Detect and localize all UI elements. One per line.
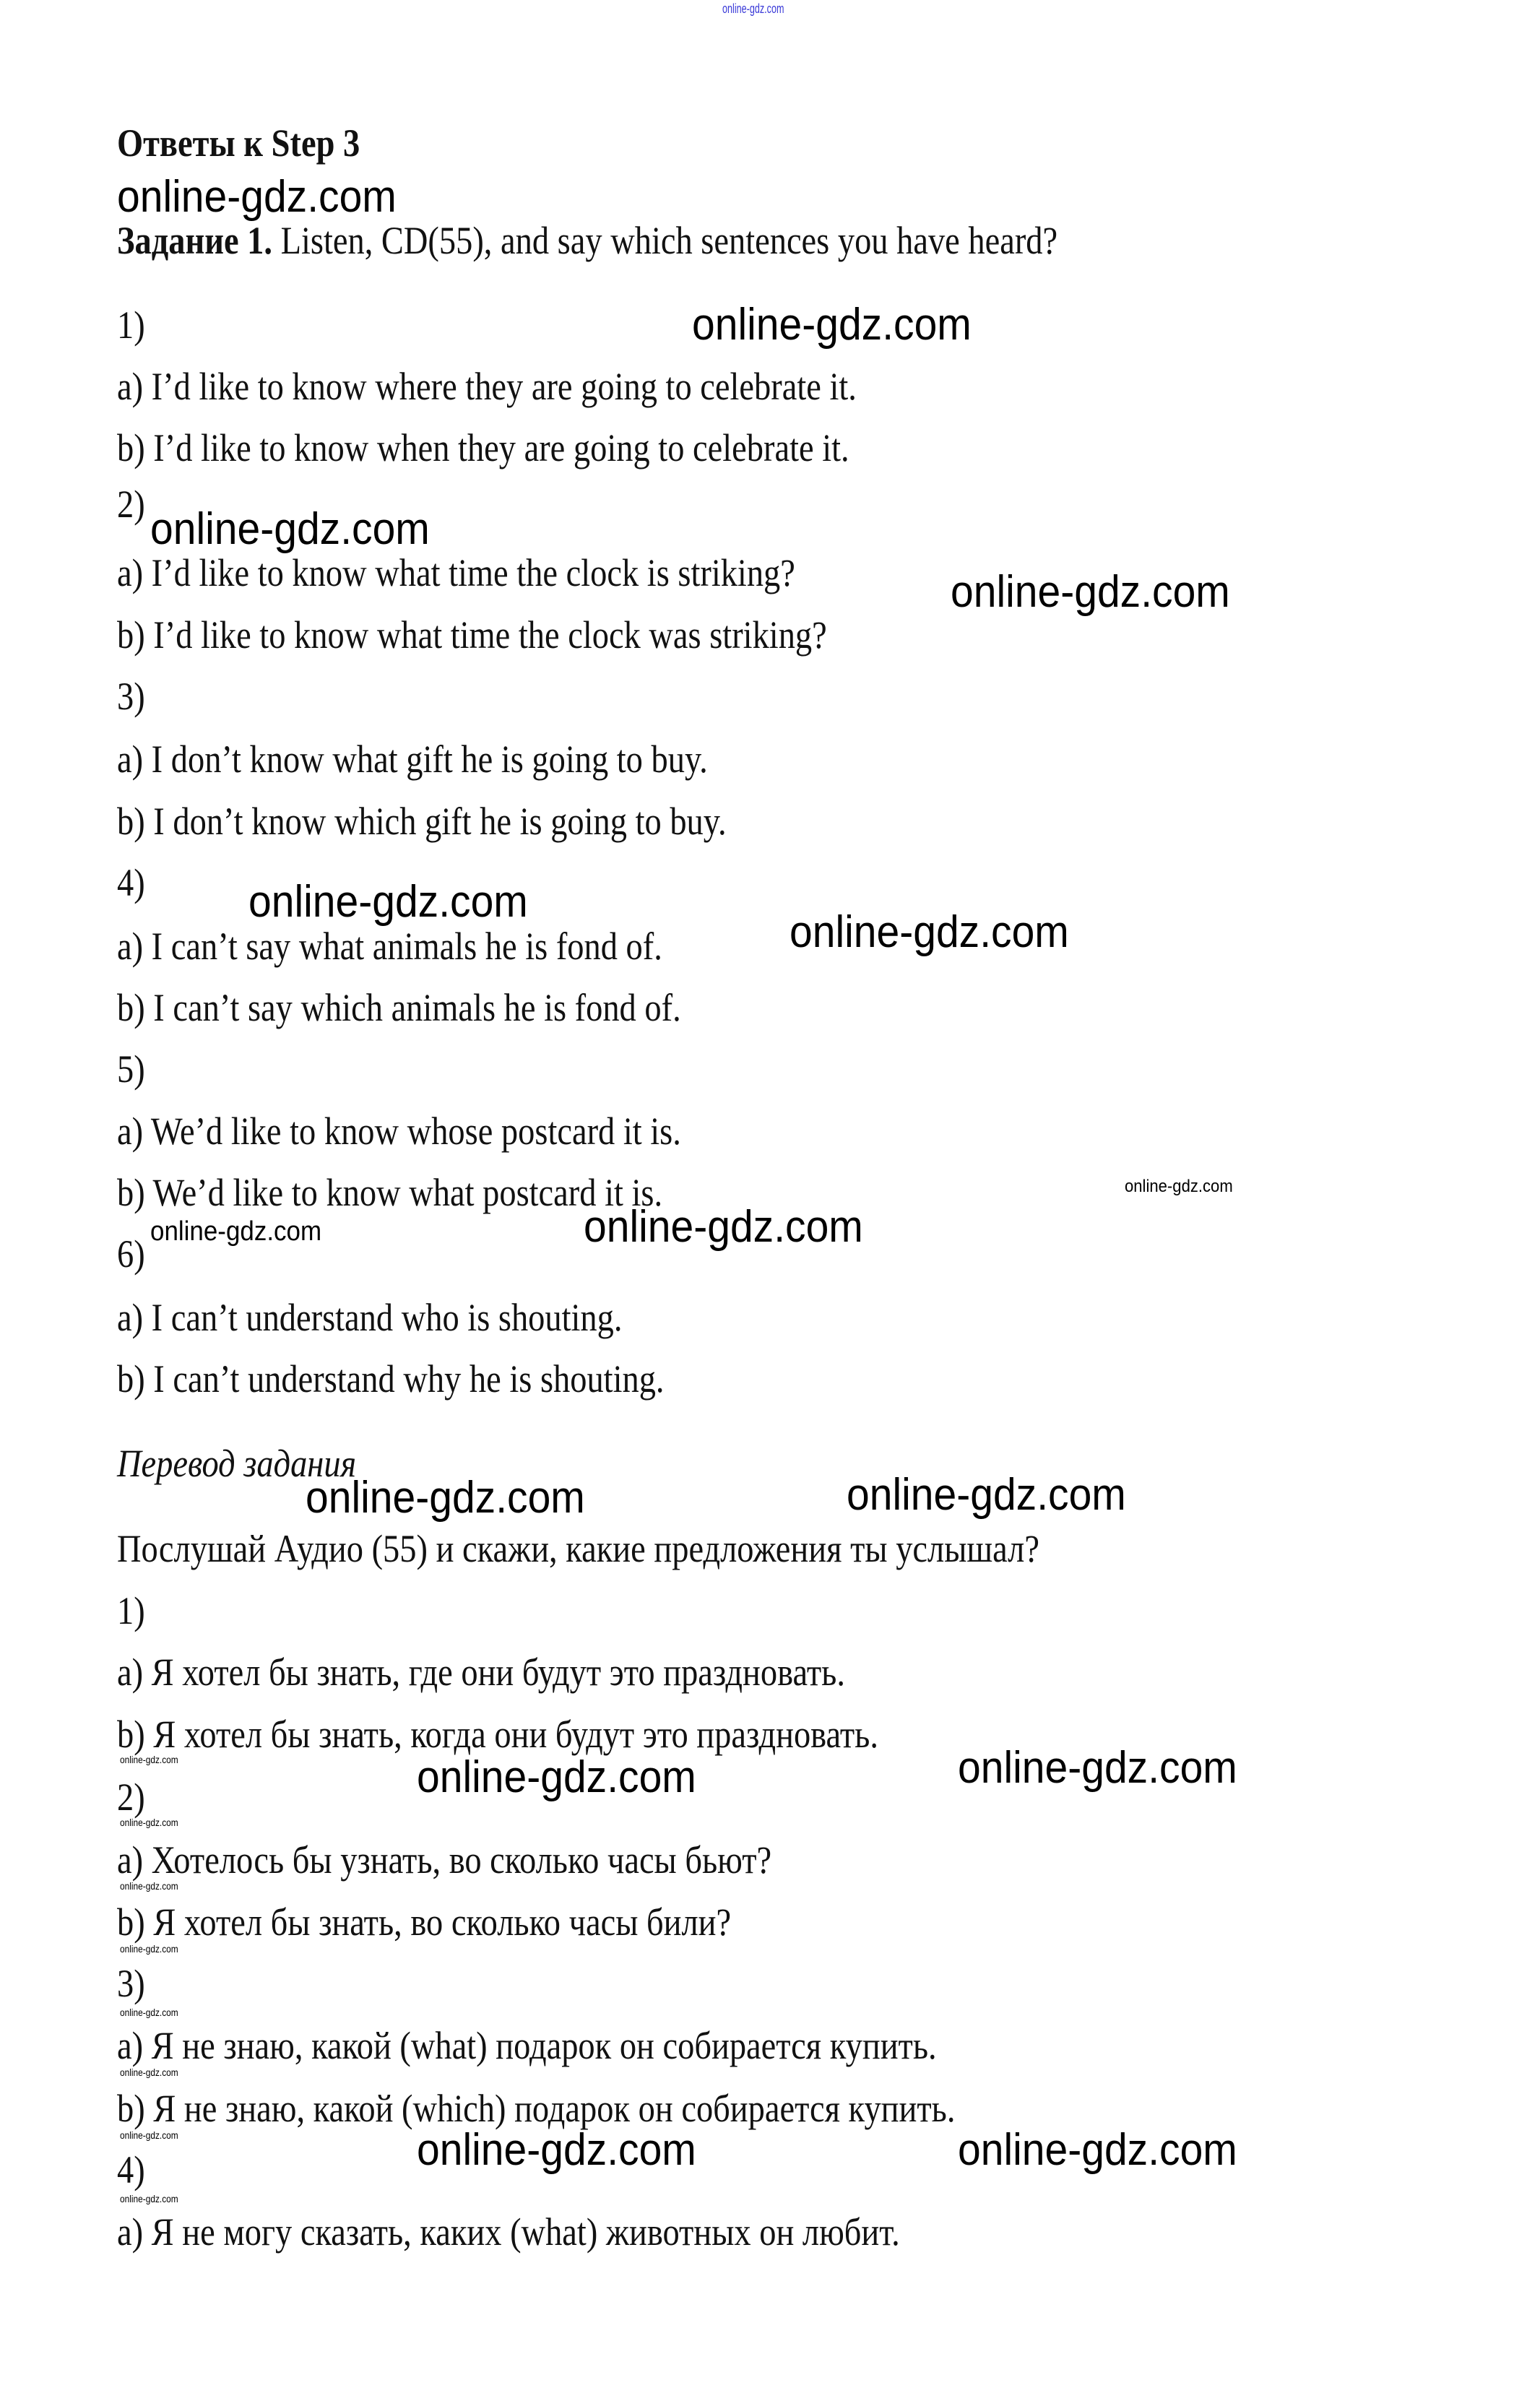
option-b: b) I don’t know which gift he is going to buy. bbox=[117, 800, 727, 843]
watermark: online-gdz.com bbox=[120, 1754, 178, 1765]
item-number: 6) bbox=[117, 1232, 145, 1276]
option-a: a) Я не знаю, какой (what) подарок он собирается купить. bbox=[117, 2024, 937, 2067]
option-a: a) I can’t understand who is shouting. bbox=[117, 1296, 623, 1339]
item-number: 5) bbox=[117, 1047, 145, 1091]
watermark: online-gdz.com bbox=[120, 1880, 178, 1892]
option-a: a) Хотелось бы узнать, во сколько часы бьют? bbox=[117, 1838, 772, 1882]
watermark: online-gdz.com bbox=[847, 1470, 1126, 1520]
watermark: online-gdz.com bbox=[248, 877, 528, 927]
watermark: online-gdz.com bbox=[958, 2125, 1237, 2175]
watermark: online-gdz.com bbox=[417, 1752, 696, 1802]
top-watermark: online-gdz.com bbox=[722, 1, 784, 16]
page-title: Ответы к Step 3 bbox=[117, 121, 360, 165]
watermark: online-gdz.com bbox=[584, 1202, 863, 1252]
item-number: 3) bbox=[117, 675, 145, 718]
item-number: 2) bbox=[117, 483, 145, 526]
option-b: b) We’d like to know what postcard it is. bbox=[117, 1171, 663, 1214]
option-b: b) I’d like to know what time the clock was striking? bbox=[117, 613, 827, 657]
watermark: online-gdz.com bbox=[120, 1943, 178, 1955]
watermark: online-gdz.com bbox=[120, 1817, 178, 1828]
option-a: a) I can’t say what animals he is fond of. bbox=[117, 925, 662, 968]
watermark: online-gdz.com bbox=[120, 2193, 178, 2204]
option-a: a) I’d like to know where they are going to celebrate it. bbox=[117, 365, 857, 408]
translation-heading: Перевод задания bbox=[117, 1442, 357, 1485]
watermark: online-gdz.com bbox=[120, 2129, 178, 2141]
watermark: online-gdz.com bbox=[117, 172, 397, 222]
item-number: 1) bbox=[117, 1589, 145, 1632]
watermark: online-gdz.com bbox=[306, 1473, 585, 1523]
watermark: online-gdz.com bbox=[1125, 1177, 1233, 1196]
watermark: online-gdz.com bbox=[692, 300, 972, 350]
option-b: b) Я не знаю, какой (which) подарок он собирается купить. bbox=[117, 2087, 956, 2130]
option-a: a) I’d like to know what time the clock is striking? bbox=[117, 551, 795, 594]
option-b: b) I can’t say which animals he is fond of. bbox=[117, 986, 681, 1029]
item-number: 3) bbox=[117, 1962, 145, 2005]
watermark: online-gdz.com bbox=[120, 2067, 178, 2078]
option-b: b) Я хотел бы знать, когда они будут это праздновать. bbox=[117, 1713, 878, 1756]
item-number: 4) bbox=[117, 861, 145, 904]
watermark: online-gdz.com bbox=[150, 1216, 322, 1247]
option-b: b) Я хотел бы знать, во сколько часы били? bbox=[117, 1900, 732, 1944]
watermark: online-gdz.com bbox=[417, 2125, 696, 2175]
watermark: online-gdz.com bbox=[120, 2007, 178, 2018]
item-number: 4) bbox=[117, 2148, 145, 2191]
watermark: online-gdz.com bbox=[150, 504, 430, 554]
watermark: online-gdz.com bbox=[790, 907, 1069, 957]
task-label: Задание 1. bbox=[117, 219, 273, 262]
translation-instruction: Послушай Аудио (55) и скажи, какие предложения ты услышал? bbox=[117, 1527, 1039, 1570]
option-b: b) I can’t understand why he is shouting. bbox=[117, 1357, 665, 1401]
watermark: online-gdz.com bbox=[958, 1743, 1237, 1793]
option-b: b) I’d like to know when they are going to celebrate it. bbox=[117, 426, 849, 469]
item-number: 2) bbox=[117, 1775, 145, 1819]
option-a: a) Я хотел бы знать, где они будут это праздновать. bbox=[117, 1650, 845, 1694]
option-a: a) We’d like to know whose postcard it is. bbox=[117, 1109, 681, 1153]
option-a: a) I don’t know what gift he is going to buy. bbox=[117, 737, 708, 781]
item-number: 1) bbox=[117, 303, 145, 347]
task-text: Listen, CD(55), and say which sentences you have heard? bbox=[272, 219, 1058, 262]
option-a: a) Я не могу сказать, каких (what) животных он любит. bbox=[117, 2210, 900, 2254]
watermark: online-gdz.com bbox=[951, 567, 1230, 617]
